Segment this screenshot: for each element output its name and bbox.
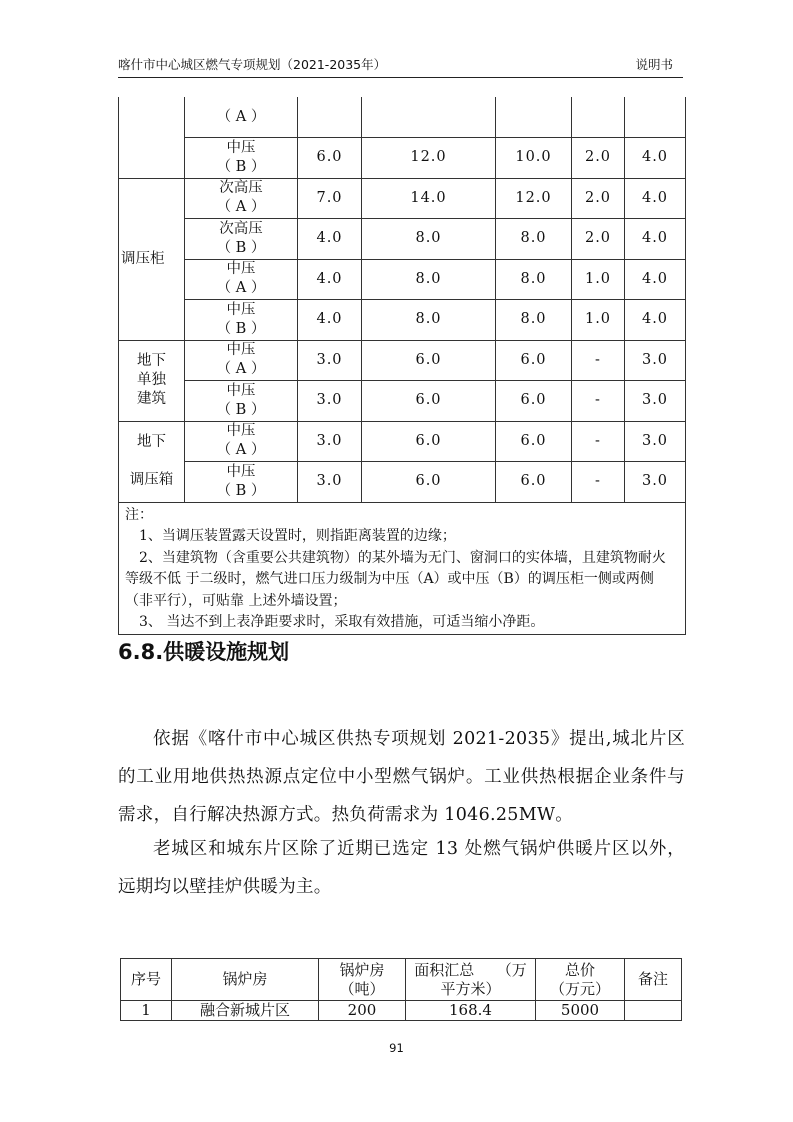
distance-value-cell: 4.0 [298,219,362,260]
distance-value-cell: 4.0 [298,259,362,300]
distance-value-cell: 4.0 [625,219,686,260]
table-row [119,462,686,503]
table-row [119,178,686,219]
header-cell: 锅炉房 （吨） [319,959,406,1001]
distance-value-cell: 6.0 [362,340,496,381]
distance-value-cell: 8.0 [362,219,496,260]
distance-value-cell: 4.0 [625,138,686,179]
table-cell: 200 [319,1001,406,1021]
distance-value-cell: 3.0 [625,381,686,422]
distance-value-cell: 3.0 [625,462,686,503]
table-notes [119,502,686,634]
distance-value-cell: 4.0 [625,259,686,300]
distance-value-cell: 12.0 [496,178,572,219]
table-row [119,138,686,179]
pressure-level-cell: 中压 （ B ） [185,381,298,422]
table-row [119,259,686,300]
boiler-room-table [120,958,682,1021]
distance-value-cell: 3.0 [298,421,362,462]
distance-value-cell: 1.0 [572,259,625,300]
distance-value-cell: 4.0 [625,300,686,341]
note-line: 1、当调压装置露天设置时，则指距离装置的边缘； [139,528,456,544]
pressure-level-cell: 中压 （ B ） [185,138,298,179]
distance-value-cell: 7.0 [298,178,362,219]
distance-value-cell: 6.0 [496,340,572,381]
distance-value-cell: 6.0 [496,381,572,422]
regulator-distance-table [118,97,686,635]
distance-value-cell: 12.0 [362,138,496,179]
paragraph: 老城区和城东片区除了近期已选定 13 处燃气锅炉供暖片区以外，远期均以壁挂炉供暖为主。 [118,838,685,897]
distance-value-cell [298,97,362,138]
distance-value-cell: 8.0 [496,219,572,260]
note-line: 2、当建筑物（含重要公共建筑物）的某外墙为无门、窗洞口的实体墙，且建筑物耐火等级不低 于二级时，燃气进口压力级制为中压（A）或中压（B）的调压柜一侧或两侧（非平行），可贴靠 上述外墙设置； [125,549,666,609]
pressure-level-cell: 中压 （ A ） [185,259,298,300]
distance-value-cell: 10.0 [496,138,572,179]
table-cell: 168.4 [406,1001,536,1021]
table-row [119,219,686,260]
note-line: 注： [125,506,153,523]
section-heading: 6.8.供暖设施规划 [118,640,290,664]
table-row [119,300,686,341]
distance-value-cell: - [572,421,625,462]
distance-value-cell: 6.0 [298,138,362,179]
distance-value-cell [625,97,686,138]
distance-value-cell: 3.0 [298,462,362,503]
distance-value-cell: 3.0 [298,340,362,381]
distance-value-cell [362,97,496,138]
header-cell: 总价 （万元） [536,959,625,1001]
table-header-row [121,959,682,1001]
table-cell: 5000 [536,1001,625,1021]
category-cell: 地下 调压箱 [119,421,185,502]
pressure-level-cell: 中压 （ B ） [185,300,298,341]
distance-value-cell [496,97,572,138]
table-cell [625,1001,682,1021]
distance-value-cell: 8.0 [496,259,572,300]
distance-value-cell: 4.0 [625,178,686,219]
category-cell: 地下 单独 建筑 [119,340,185,421]
table-row [119,381,686,422]
distance-value-cell: 8.0 [496,300,572,341]
notes-row [119,502,686,634]
paragraph: 依据《喀什市中心城区供热专项规划 2021-2035》提出,城北片区的工业用地供热热源点定位中小型燃气锅炉。工业供热根据企业条件与需求，自行解决热源方式。热负荷需求为 1046.25MW。 [118,728,685,825]
distance-value-cell: 6.0 [496,462,572,503]
distance-value-cell: 8.0 [362,259,496,300]
distance-value-cell: 6.0 [362,462,496,503]
distance-value-cell: - [572,462,625,503]
header-cell: 锅炉房 [172,959,319,1001]
pressure-level-cell: （ A ） [185,97,298,138]
distance-value-cell: 6.0 [362,421,496,462]
table-cell: 1 [121,1001,172,1021]
table-row [119,340,686,381]
note-line: 3、 当达不到上表净距要求时，采取有效措施，可适当缩小净距。 [139,614,545,630]
pressure-level-cell: 中压 （ A ） [185,421,298,462]
pressure-level-cell: 次高压 （ A ） [185,178,298,219]
distance-value-cell: 6.0 [496,421,572,462]
distance-value-cell: 2.0 [572,178,625,219]
distance-value-cell: - [572,340,625,381]
distance-value-cell: 3.0 [625,340,686,381]
header-doc-type: 说明书 [635,57,673,72]
header-cell: 备注 [625,959,682,1001]
distance-value-cell: 4.0 [298,300,362,341]
pressure-level-cell: 次高压 （ B ） [185,219,298,260]
header-cell: 面积汇总 （万 平方米） [406,959,536,1001]
page-number: 91 [389,1041,404,1055]
distance-value-cell: 8.0 [362,300,496,341]
distance-value-cell: 1.0 [572,300,625,341]
table-row [119,421,686,462]
header-cell: 序号 [121,959,172,1001]
category-cell [119,97,185,178]
page-header [118,55,683,78]
distance-value-cell [572,97,625,138]
distance-value-cell: 3.0 [625,421,686,462]
distance-value-cell: 6.0 [362,381,496,422]
pressure-level-cell: 中压 （ B ） [185,462,298,503]
category-cell: 调压柜 [119,178,185,340]
table-row [121,1001,682,1021]
distance-value-cell: 14.0 [362,178,496,219]
pressure-level-cell: 中压 （ A ） [185,340,298,381]
distance-value-cell: - [572,381,625,422]
table-row [119,97,686,138]
table-cell: 融合新城片区 [172,1001,319,1021]
header-title: 喀什市中心城区燃气专项规划（2021-2035年） [118,57,387,72]
distance-value-cell: 2.0 [572,138,625,179]
distance-value-cell: 2.0 [572,219,625,260]
distance-value-cell: 3.0 [298,381,362,422]
